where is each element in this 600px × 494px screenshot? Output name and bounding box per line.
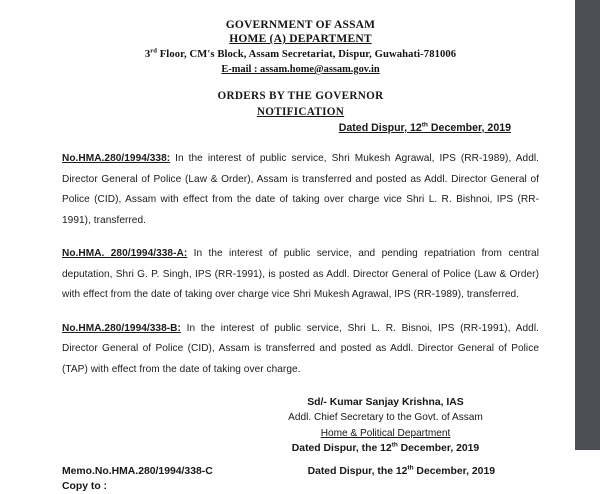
- memo-number: Memo.No.HMA.280/1994/338-C: [62, 466, 213, 477]
- order-text-1: In the interest of public service, Shri Mukesh Agrawal, IPS (RR-1989), Addl. Director General of Police (Law & Order), Assam is transferred and posted as Addl. Director General of Police (CID), Assam with effect from the date of taking over charge vice Shri L. R. Bishnoi, IPS (RR-1991), transferred.: [62, 153, 539, 226]
- letterhead-government-line: GOVERNMENT OF ASSAM: [225, 19, 376, 31]
- memo-copy-to: Copy to :: [62, 481, 108, 492]
- notification-heading-text: NOTIFICATION: [256, 106, 345, 118]
- dated-top-ordinal: th: [421, 121, 428, 129]
- email-address[interactable]: assam.home@assam.gov.in: [260, 64, 380, 75]
- letterhead-address-line: [62, 47, 539, 62]
- scan-edge-shadow: [575, 0, 600, 450]
- address-text: Floor, CM's Block, Assam Secretariat, Dispur, Guwahati-781006: [156, 49, 457, 60]
- orders-heading: ORDERS BY THE GOVERNOR: [217, 90, 384, 102]
- memo-left-column: [62, 464, 213, 494]
- dated-line-top-text: [339, 122, 511, 134]
- dated-line-top: [62, 121, 539, 136]
- dated-top-post: December, 2019: [427, 122, 511, 134]
- signatory-department-line: [232, 425, 539, 442]
- order-reference-number-2: No.HMA. 280/1994/338-A:: [62, 248, 188, 259]
- order-text-2: In the interest of public service, and pending repatriation from central deputation, Shri G. P. Singh, IPS (RR-1991), is posted as Addl. Director General of Police (Law & Order) with effect from the date of taking over charge vice Shri Mukesh Agrawal, IPS (RR-1989), transferred.: [62, 248, 539, 300]
- signatory-designation: Addl. Chief Secretary to the Govt. of Assam: [288, 411, 483, 423]
- order-reference-number-1: No.HMA.280/1994/338:: [62, 153, 171, 164]
- letterhead: [62, 18, 539, 77]
- email-label: E-mail :: [221, 64, 260, 75]
- memo-date-post: December, 2019: [413, 466, 495, 477]
- order-text-3: In the interest of public service, Shri L. R. Bisnoi, IPS (RR-1991), Addl. Director General of Police (CID), Assam is transferred and posted as Addl. Director General of Police (TAP) with effect from the date of taking over charge.: [62, 322, 539, 375]
- letterhead-email-line: [62, 62, 539, 77]
- order-paragraph-3: [62, 319, 539, 381]
- order-reference-number-3: No.HMA.280/1994/338-B:: [62, 322, 181, 334]
- signature-date-pre: Dated Dispur, the 12: [291, 442, 392, 454]
- memo-date-pre: Dated Dispur, the 12: [307, 466, 408, 477]
- order-paragraph-2: [62, 244, 539, 306]
- signatory-name: Sd/- Kumar Sanjay Krishna, IAS: [307, 397, 464, 408]
- signature-date-ordinal: th: [391, 441, 398, 449]
- letterhead-department-text: HOME (A) DEPARTMENT: [229, 33, 372, 45]
- dated-top-pre: Dated Dispur, 12: [338, 122, 422, 134]
- memo-date-ordinal: th: [407, 464, 414, 472]
- address-floor-ordinal: rd: [150, 47, 157, 55]
- notification-heading: [62, 104, 539, 120]
- memo-date: [308, 464, 539, 479]
- signature-date: [232, 442, 539, 457]
- signature-block: [62, 396, 539, 456]
- signature-date-post: December, 2019: [397, 442, 480, 454]
- order-paragraph-1: [62, 149, 539, 231]
- memo-footer: [62, 464, 539, 494]
- letterhead-department-line: [62, 32, 539, 47]
- address-floor-number: 3: [144, 49, 151, 60]
- signatory-department: Home & Political Department: [320, 428, 451, 439]
